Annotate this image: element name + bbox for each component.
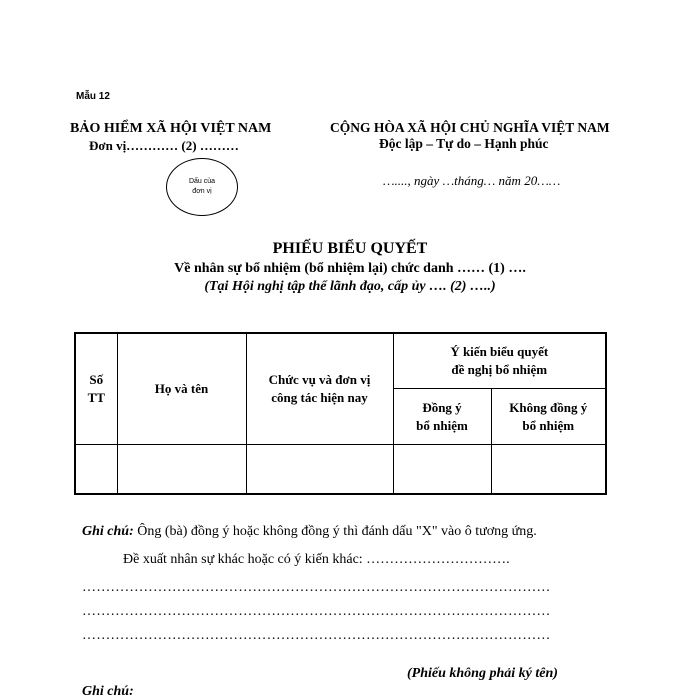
dotted-line-2: ………………………………………………………………………………………	[82, 604, 551, 619]
date-line: …...., ngày …tháng… năm 20……	[383, 173, 561, 188]
vote-table	[74, 332, 607, 495]
seal-stamp	[166, 158, 238, 216]
note-label: Ghi chú:	[82, 524, 134, 539]
document-title: PHIẾU BIỂU QUYẾT	[272, 240, 428, 257]
header-agree	[393, 389, 491, 444]
header-no-line-1: Số	[89, 371, 104, 387]
unit-line: Đơn vị………… (2) ………	[89, 138, 239, 153]
dotted-line-1: ………………………………………………………………………………………	[82, 580, 551, 595]
header-vote-line-1: Ý kiến biểu quyết	[450, 344, 549, 360]
header-vote-line-2: đề nghị bổ nhiệm	[451, 362, 548, 378]
header-disagree-line-1: Không đồng ý	[509, 399, 588, 415]
header-disagree-line-2: bổ nhiệm	[522, 417, 575, 433]
document-subtitle-2: (Tại Hội nghị tập thể lãnh đạo, cấp ủy …. (2) …..)	[204, 279, 496, 294]
cell-position[interactable]	[246, 444, 393, 494]
header-position	[246, 333, 393, 444]
header-disagree	[491, 389, 606, 444]
proposal-line: Đề xuất nhân sự khác hoặc có ý kiến khác: ………………………….	[123, 552, 510, 567]
cell-no[interactable]	[75, 444, 117, 494]
note-text: Ông (bà) đồng ý hoặc không đồng ý thì đánh dấu "X" vào ô tương ứng.	[133, 524, 537, 539]
cell-agree[interactable]	[393, 444, 491, 494]
table-header-row	[75, 333, 606, 389]
header-no-line-2: TT	[87, 389, 105, 405]
header-no	[75, 333, 117, 444]
note-instruction	[82, 524, 537, 540]
organization-name: BẢO HIỂM XÃ HỘI VIỆT NAM	[70, 121, 272, 136]
table-row	[75, 444, 606, 494]
header-position-line-2: công tác hiện nay	[271, 389, 368, 405]
seal-line-1: Dấu của	[188, 178, 216, 185]
dotted-line-3: ………………………………………………………………………………………	[82, 628, 551, 643]
header-vote	[393, 333, 606, 389]
no-signature-note: (Phiếu không phải ký tên)	[407, 666, 558, 681]
nation-title: CỘNG HÒA XÃ HỘI CHỦ NGHĨA VIỆT NAM	[330, 120, 610, 135]
header-agree-line-1: Đồng ý	[422, 399, 462, 415]
form-number: Mẫu 12	[76, 91, 110, 102]
header-agree-line-2: bổ nhiệm	[416, 417, 468, 433]
note-label-bottom: Ghi chú:	[82, 684, 134, 699]
header-position-line-1: Chức vụ và đơn vị	[268, 371, 371, 387]
header-name-text: Họ và tên	[154, 380, 209, 396]
cell-disagree[interactable]	[491, 444, 606, 494]
header-name	[117, 333, 246, 444]
document-subtitle: Về nhân sự bổ nhiệm (bổ nhiệm lại) chức danh …… (1) ….	[174, 261, 526, 276]
seal-line-2: đơn vị	[192, 188, 212, 195]
cell-name[interactable]	[117, 444, 246, 494]
nation-motto: Độc lập – Tự do – Hạnh phúc	[379, 136, 549, 151]
